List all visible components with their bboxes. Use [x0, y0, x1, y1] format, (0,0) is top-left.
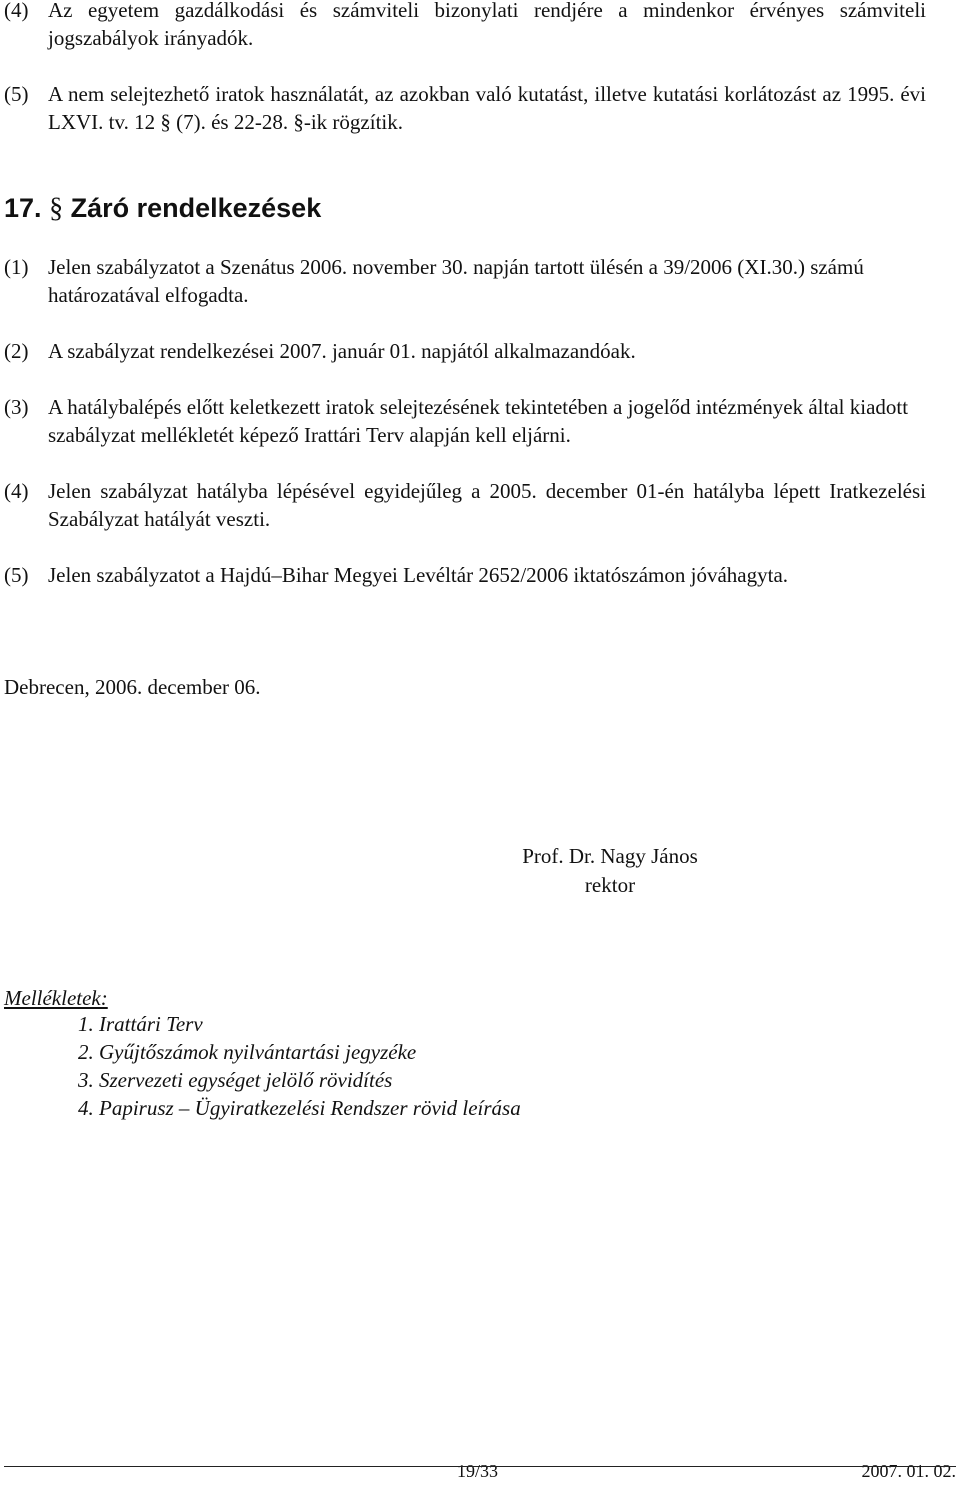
paragraph-number: (4)	[4, 479, 29, 503]
paragraph-text: Jelen szabályzatot a Szenátus 2006. november 30. napján tartott ülésén a 39/2006 (XI.30.) számú határozatával elfogadta.	[48, 255, 864, 307]
footer-rule	[4, 1466, 956, 1467]
signatory-name: Prof. Dr. Nagy János	[522, 844, 698, 868]
paragraph-number: (5)	[4, 563, 29, 587]
paragraph-number: (5)	[4, 82, 29, 106]
footer-date: 2007. 01. 02.	[861, 1461, 956, 1481]
section-symbol: §	[49, 193, 64, 224]
section-title: Záró rendelkezések	[70, 193, 322, 223]
signature-block	[470, 842, 750, 900]
page-number: 19/33	[457, 1461, 499, 1481]
section-number: 17.	[4, 193, 42, 223]
paragraph-text: A szabályzat rendelkezései 2007. január 01. napjától alkalmazandóak.	[48, 339, 636, 363]
place-date: Debrecen, 2006. december 06.	[4, 675, 261, 699]
paragraph-number: (4)	[4, 0, 29, 22]
paragraph-text: Jelen szabályzatot a Hajdú–Bihar Megyei Levéltár 2652/2006 iktatószámon jóváhagyta.	[48, 563, 789, 587]
paragraph-5	[4, 561, 944, 589]
attachments-title: Mellékletek:	[4, 986, 108, 1010]
signatory-title: rektor	[584, 873, 636, 897]
attachment-item: 2. Gyűjtőszámok nyilvántartási jegyzéke	[78, 1040, 417, 1064]
paragraph-3	[4, 393, 926, 449]
paragraph-number: (3)	[4, 395, 29, 419]
paragraph-text: Jelen szabályzat hatályba lépésével egyidejűleg a 2005. december 01-én hatályba lépett Iratkezelési Szabályzat hatályát veszti.	[48, 479, 926, 531]
attachments-list	[78, 1010, 521, 1122]
paragraph-text: Az egyetem gazdálkodási és számviteli bizonylati rendjére a mindenkor érvényes számviteli jogszabályok irányadók.	[48, 0, 926, 50]
attachment-item: 4. Papirusz – Ügyiratkezelési Rendszer rövid leírása	[78, 1096, 521, 1120]
attachment-item: 3. Szervezeti egységet jelölő rövidítés	[78, 1068, 393, 1092]
paragraph-number: (2)	[4, 339, 29, 363]
paragraph-text: A hatálybalépés előtt keletkezett iratok selejtezésének tekintetében a jogelőd intézmények által kiadott szabályzat mellékletét képező Irattári Terv alapján kell eljárni.	[48, 395, 909, 447]
attachment-item: 1. Irattári Terv	[78, 1012, 203, 1036]
paragraph-text: A nem selejtezhető iratok használatát, az azokban való kutatást, illetve kutatási korlátozást az 1995. évi LXVI. tv. 12 § (7). és 22-28. §-ik rögzítik.	[48, 82, 926, 134]
paragraph-2	[4, 337, 926, 365]
section-heading	[4, 191, 321, 226]
paragraph-4-prev	[4, 0, 926, 52]
paragraph-1	[4, 253, 904, 309]
paragraph-number: (1)	[4, 255, 29, 279]
paragraph-5-prev	[4, 80, 926, 136]
paragraph-4	[4, 477, 926, 533]
